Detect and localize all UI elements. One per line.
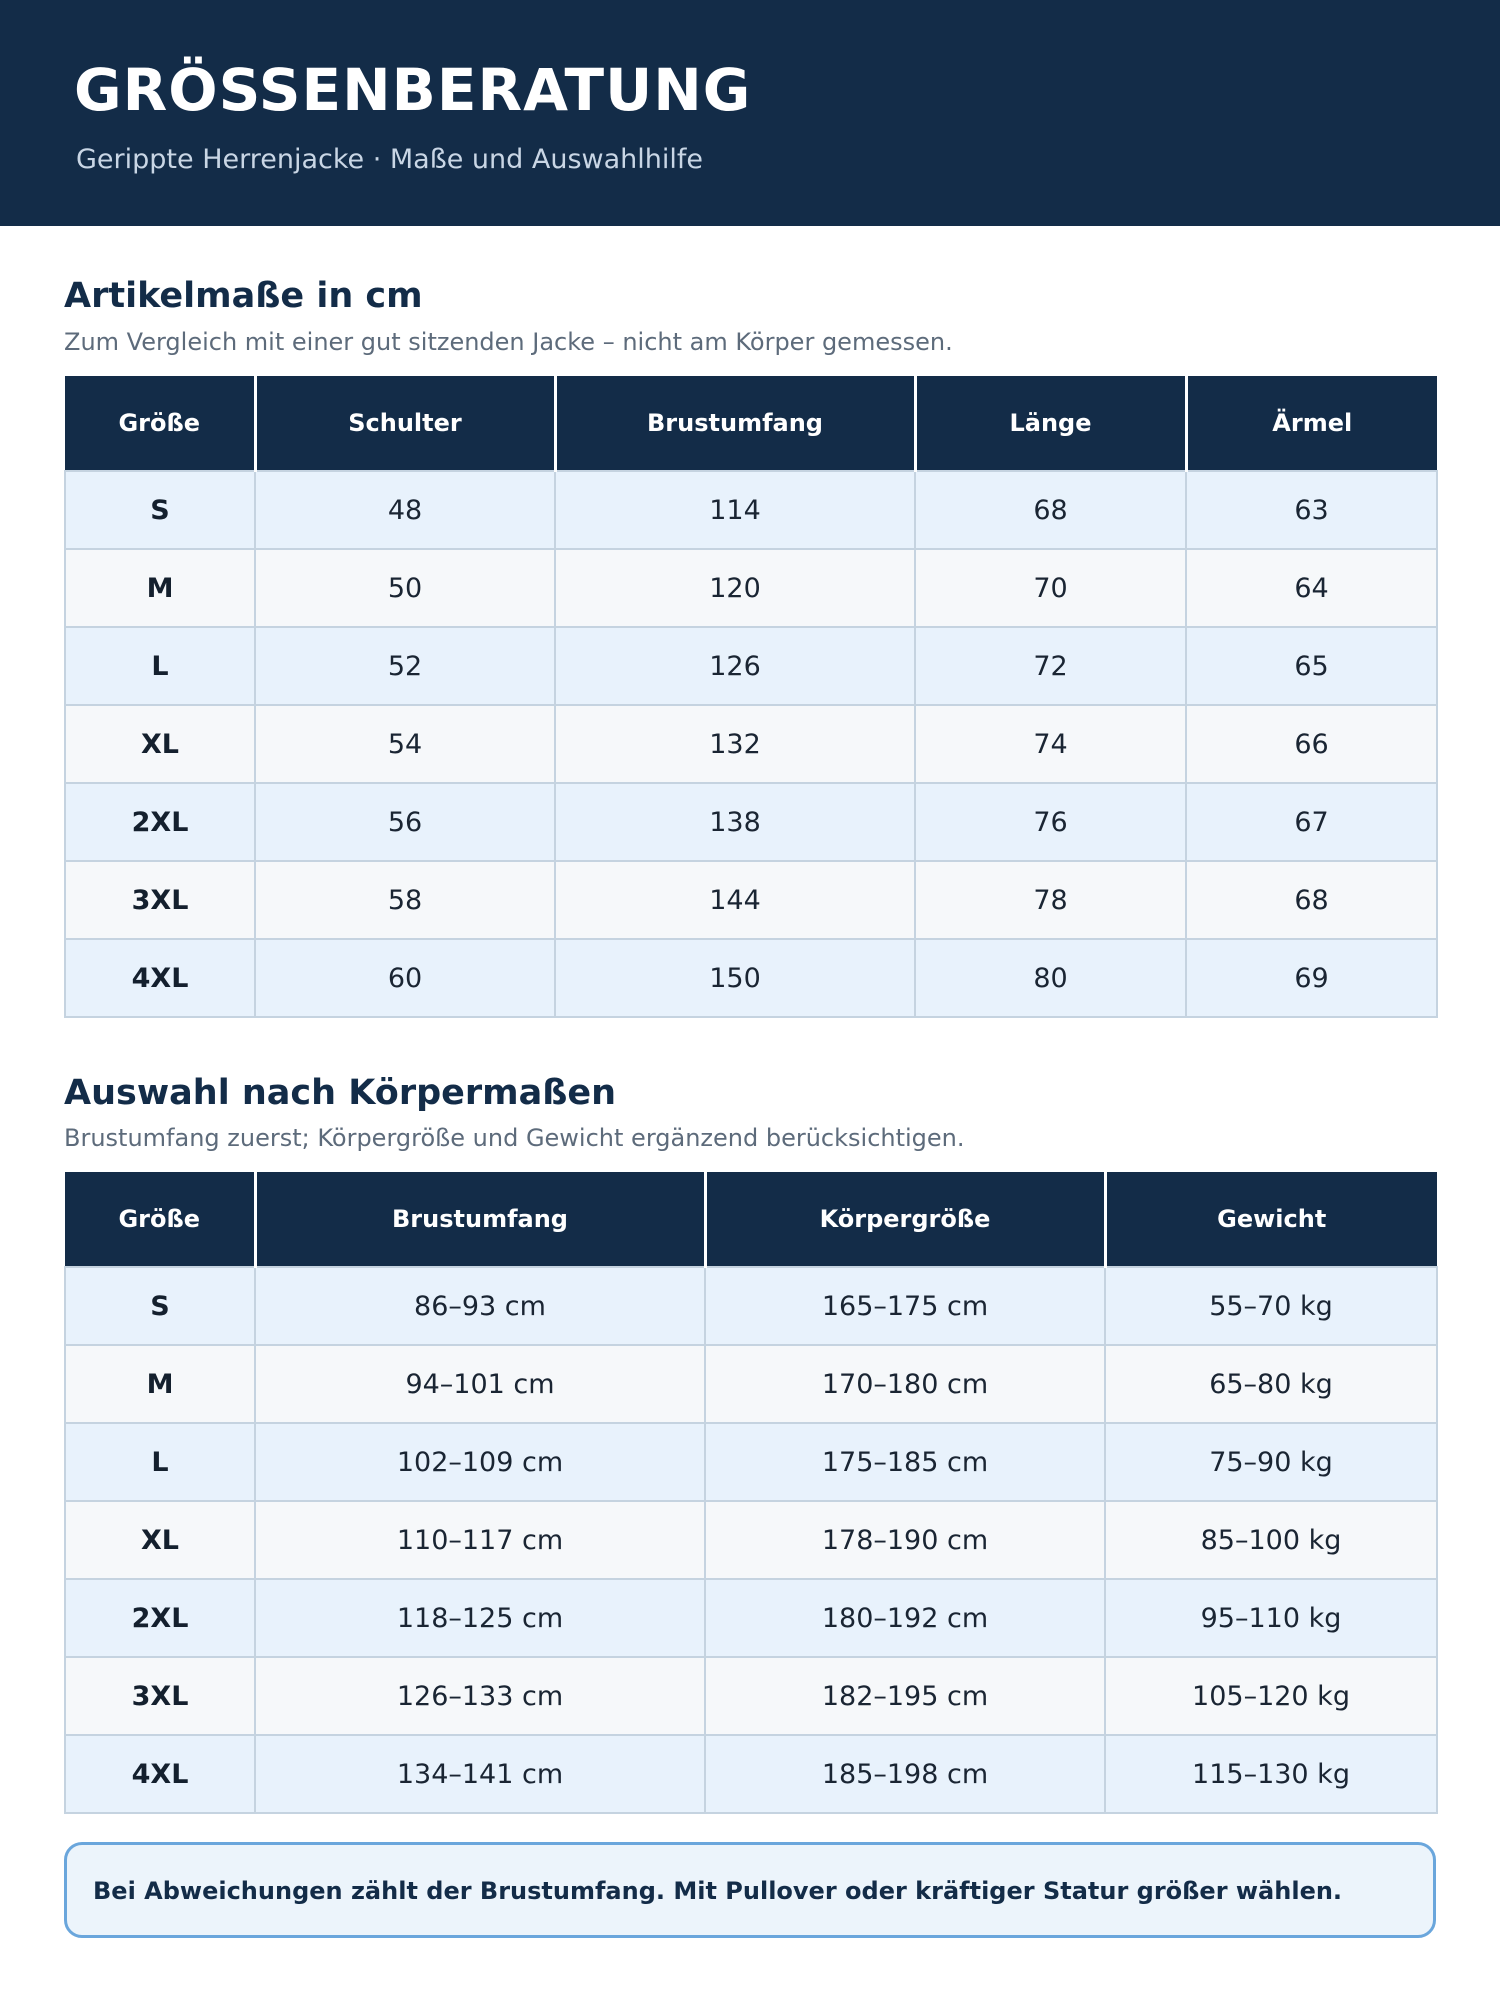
size-cell: S <box>65 1267 255 1345</box>
size-cell: 2XL <box>65 1579 255 1657</box>
chest-cell: 126 <box>555 627 915 705</box>
height-range-cell: 170–180 cm <box>705 1345 1105 1423</box>
table-row <box>65 783 1437 861</box>
size-cell: 4XL <box>65 1735 255 1813</box>
chest-range-cell: 134–141 cm <box>255 1735 705 1813</box>
article-section-title: Artikelmaße in cm <box>64 276 423 316</box>
chest-cell: 138 <box>555 783 915 861</box>
height-range-cell: 185–198 cm <box>705 1735 1105 1813</box>
sleeve-cell: 65 <box>1186 627 1437 705</box>
column-header-length: Länge <box>915 376 1186 471</box>
table-row <box>65 627 1437 705</box>
chest-range-cell: 126–133 cm <box>255 1657 705 1735</box>
column-header-size: Größe <box>65 376 255 471</box>
length-cell: 80 <box>915 939 1186 1017</box>
table-header-row <box>65 376 1437 471</box>
size-cell: M <box>65 1345 255 1423</box>
table-row <box>65 1345 1437 1423</box>
table-row <box>65 1657 1437 1735</box>
sleeve-cell: 69 <box>1186 939 1437 1017</box>
shoulder-cell: 52 <box>255 627 555 705</box>
column-header-height: Körpergröße <box>705 1172 1105 1267</box>
chest-cell: 150 <box>555 939 915 1017</box>
table-row <box>65 1267 1437 1345</box>
chest-range-cell: 94–101 cm <box>255 1345 705 1423</box>
size-cell: XL <box>65 705 255 783</box>
advice-note-box <box>64 1842 1436 1938</box>
weight-range-cell: 95–110 kg <box>1105 1579 1437 1657</box>
size-cell: S <box>65 471 255 549</box>
page-header <box>0 0 1500 226</box>
advice-note-text: Bei Abweichungen zählt der Brustumfang. Mit Pullover oder kräftiger Statur größer wählen. <box>93 1877 1343 1905</box>
chest-range-cell: 102–109 cm <box>255 1423 705 1501</box>
table-row <box>65 1423 1437 1501</box>
chest-cell: 114 <box>555 471 915 549</box>
table-row <box>65 1501 1437 1579</box>
body-section-title: Auswahl nach Körpermaßen <box>64 1073 617 1113</box>
column-header-chest: Brustumfang <box>555 376 915 471</box>
shoulder-cell: 48 <box>255 471 555 549</box>
table-row <box>65 1579 1437 1657</box>
chest-cell: 132 <box>555 705 915 783</box>
weight-range-cell: 75–90 kg <box>1105 1423 1437 1501</box>
page-title: GRÖSSENBERATUNG <box>74 56 752 124</box>
shoulder-cell: 54 <box>255 705 555 783</box>
size-cell: 4XL <box>65 939 255 1017</box>
weight-range-cell: 55–70 kg <box>1105 1267 1437 1345</box>
sleeve-cell: 63 <box>1186 471 1437 549</box>
size-cell: L <box>65 1423 255 1501</box>
chest-cell: 144 <box>555 861 915 939</box>
size-cell: 2XL <box>65 783 255 861</box>
length-cell: 76 <box>915 783 1186 861</box>
size-cell: 3XL <box>65 861 255 939</box>
article-section-subtitle: Zum Vergleich mit einer gut sitzenden Jacke – nicht am Körper gemessen. <box>64 328 953 356</box>
length-cell: 72 <box>915 627 1186 705</box>
weight-range-cell: 105–120 kg <box>1105 1657 1437 1735</box>
size-cell: XL <box>65 1501 255 1579</box>
page-subtitle: Gerippte Herrenjacke · Maße und Auswahlhilfe <box>76 144 703 175</box>
chest-cell: 120 <box>555 549 915 627</box>
shoulder-cell: 50 <box>255 549 555 627</box>
height-range-cell: 178–190 cm <box>705 1501 1105 1579</box>
length-cell: 78 <box>915 861 1186 939</box>
size-cell: 3XL <box>65 1657 255 1735</box>
table-row <box>65 939 1437 1017</box>
column-header-chest: Brustumfang <box>255 1172 705 1267</box>
weight-range-cell: 65–80 kg <box>1105 1345 1437 1423</box>
chest-range-cell: 86–93 cm <box>255 1267 705 1345</box>
body-section-subtitle: Brustumfang zuerst; Körpergröße und Gewicht ergänzend berücksichtigen. <box>64 1124 965 1152</box>
weight-range-cell: 85–100 kg <box>1105 1501 1437 1579</box>
table-row <box>65 1735 1437 1813</box>
shoulder-cell: 58 <box>255 861 555 939</box>
column-header-size: Größe <box>65 1172 255 1267</box>
height-range-cell: 182–195 cm <box>705 1657 1105 1735</box>
sleeve-cell: 68 <box>1186 861 1437 939</box>
sleeve-cell: 64 <box>1186 549 1437 627</box>
length-cell: 70 <box>915 549 1186 627</box>
shoulder-cell: 56 <box>255 783 555 861</box>
table-header-row <box>65 1172 1437 1267</box>
article-size-table <box>64 376 1438 1018</box>
sleeve-cell: 66 <box>1186 705 1437 783</box>
table-row <box>65 471 1437 549</box>
column-header-shoulder: Schulter <box>255 376 555 471</box>
table-row <box>65 861 1437 939</box>
height-range-cell: 180–192 cm <box>705 1579 1105 1657</box>
sleeve-cell: 67 <box>1186 783 1437 861</box>
table-row <box>65 549 1437 627</box>
size-cell: L <box>65 627 255 705</box>
size-cell: M <box>65 549 255 627</box>
height-range-cell: 175–185 cm <box>705 1423 1105 1501</box>
length-cell: 68 <box>915 471 1186 549</box>
column-header-sleeve: Ärmel <box>1186 376 1437 471</box>
shoulder-cell: 60 <box>255 939 555 1017</box>
chest-range-cell: 118–125 cm <box>255 1579 705 1657</box>
weight-range-cell: 115–130 kg <box>1105 1735 1437 1813</box>
chest-range-cell: 110–117 cm <box>255 1501 705 1579</box>
height-range-cell: 165–175 cm <box>705 1267 1105 1345</box>
table-row <box>65 705 1437 783</box>
length-cell: 74 <box>915 705 1186 783</box>
column-header-weight: Gewicht <box>1105 1172 1437 1267</box>
body-measurement-table <box>64 1172 1438 1814</box>
